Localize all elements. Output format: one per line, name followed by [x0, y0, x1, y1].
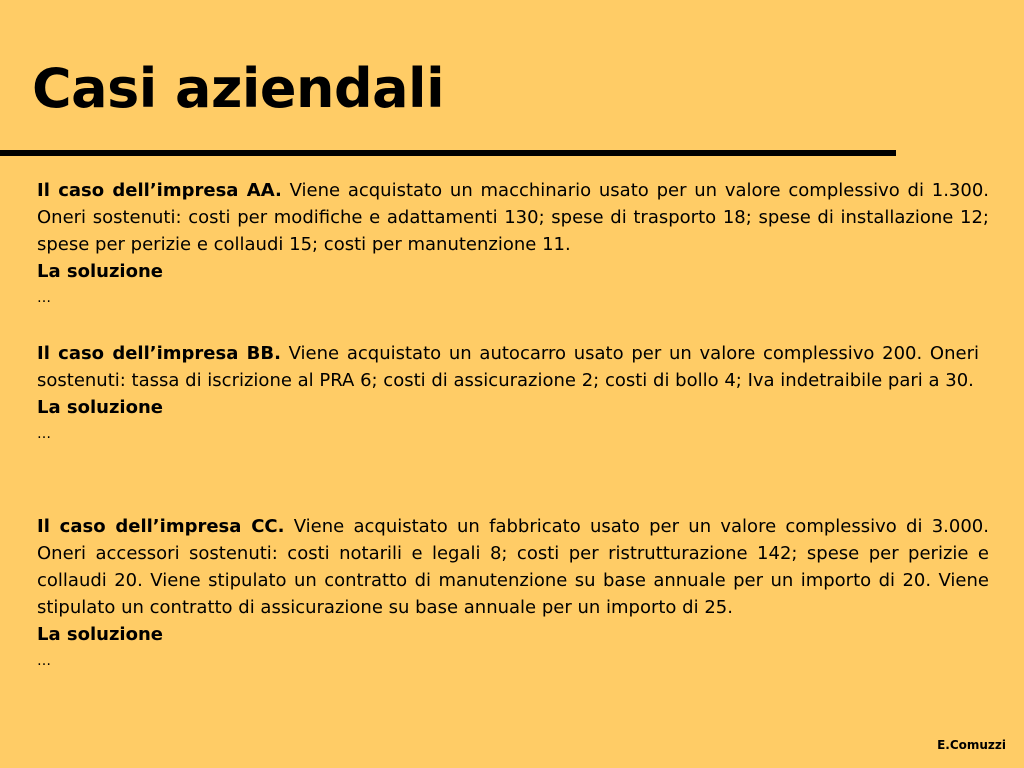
solution-label: La soluzione [37, 397, 163, 418]
case-text: Viene acquistato un autocarro usato per un valore complessivo 200. Oneri sostenuti: tassa di iscrizione al PRA 6; costi di assicurazione 2; costi di bollo 4; Iva indetraibile pari a 30. [37, 343, 979, 391]
case-text: Viene acquistato un macchinario usato per un valore complessivo di 1.300. Oneri sostenuti: costi per modifiche e adattamenti 130; spese di trasporto 18; spese di installazione 12; spese per perizie e collaudi 15; costi per manutenzione 11. [37, 180, 989, 255]
solution-placeholder: … [37, 653, 51, 669]
case-lead: Il caso dell’impresa CC. [37, 516, 285, 537]
slide-title: Casi aziendali [32, 57, 445, 120]
case-lead: Il caso dell’impresa AA. [37, 180, 282, 201]
solution-placeholder: … [37, 290, 51, 306]
case-description [37, 513, 989, 621]
case-text: Viene acquistato un fabbricato usato per un valore complessivo di 3.000. Oneri accessori sostenuti: costi notarili e legali 8; costi per ristrutturazione 142; spese per perizie e collaudi 20. Viene stipulato un contratto di manutenzione su base annuale per un importo di 20. Viene stipulato un contratto di assicurazione su base annuale per un importo di 25. [37, 516, 989, 618]
solution-label: La soluzione [37, 624, 163, 645]
case-description [37, 340, 979, 394]
title-underline [0, 150, 896, 156]
case-cc [37, 513, 989, 675]
case-bb [37, 340, 979, 448]
author-footer: E.Comuzzi [937, 738, 1006, 752]
case-lead: Il caso dell’impresa BB. [37, 343, 281, 364]
case-aa [37, 177, 989, 312]
case-description [37, 177, 989, 258]
solution-placeholder: … [37, 426, 51, 442]
solution-label: La soluzione [37, 261, 163, 282]
